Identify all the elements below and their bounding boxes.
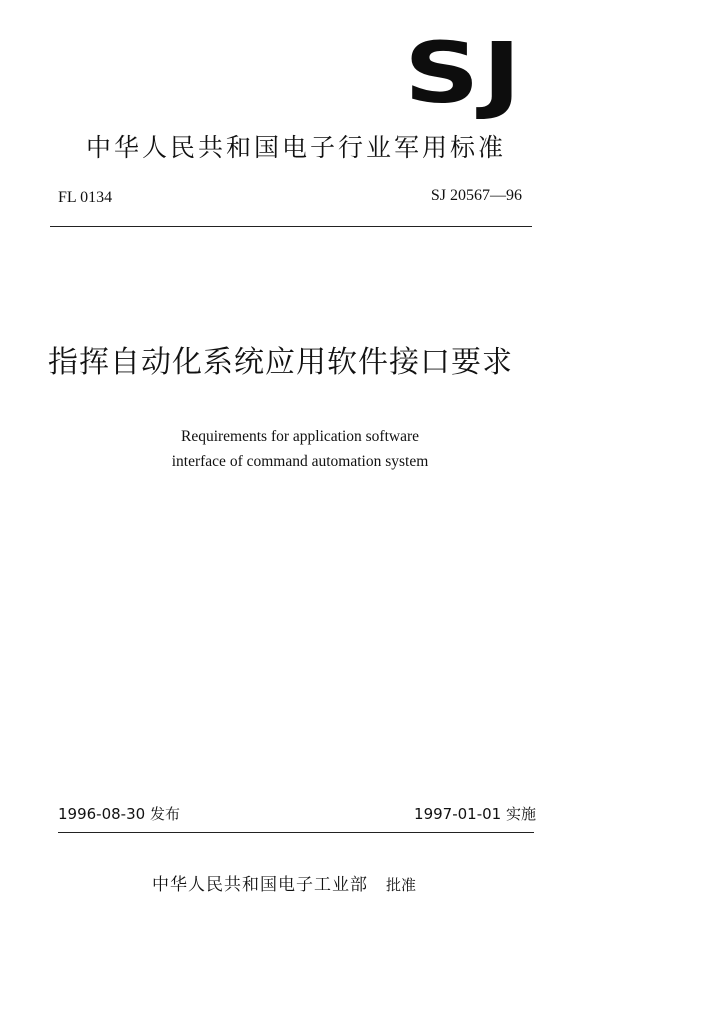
english-title-line-1: Requirements for application software (180, 428, 420, 445)
approving-authority: 中华人民共和国电子工业部 (152, 875, 368, 895)
classification-code: FL 0134 (58, 189, 113, 206)
approval-label: 批准 (386, 876, 417, 894)
bottom-divider (58, 832, 534, 833)
implement-date: 1997-01-01 实施 (414, 805, 536, 823)
standard-category: 中华人民共和国电子行业军用标准 (86, 133, 507, 162)
sj-logo: SJ (404, 24, 524, 122)
top-divider (50, 226, 532, 227)
standard-number: SJ 20567—96 (430, 187, 522, 204)
document-title-english (150, 424, 450, 474)
approval-line (152, 870, 416, 895)
document-title-chinese: 指挥自动化系统应用软件接口要求 (48, 345, 513, 380)
english-title-line-2: interface of command automation system (171, 453, 429, 470)
publish-date: 1996-08-30 发布 (58, 805, 180, 823)
